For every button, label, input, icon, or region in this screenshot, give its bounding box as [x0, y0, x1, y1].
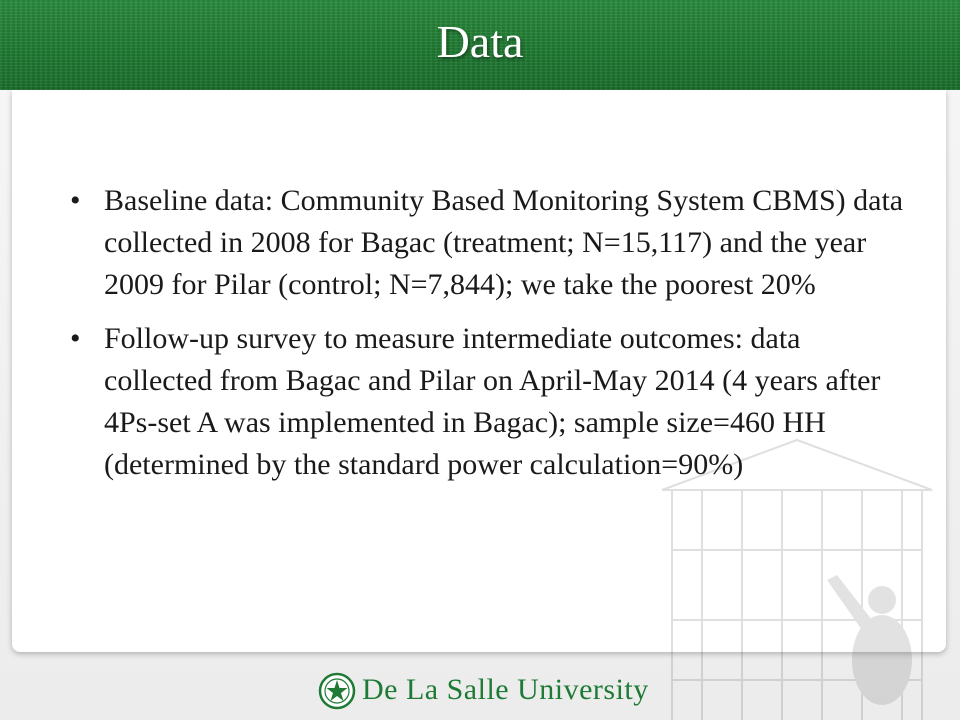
bullet-text: Follow-up survey to measure intermediate outcomes: data collected from Bagac and Pilar on April-May 2014 (4 years after 4Ps-set A was implemented in Bagac); sample size=460 HH (determined by the standard power calculation=90%): [104, 322, 881, 481]
bullet-list: [64, 180, 914, 498]
slide-title: Data: [436, 16, 524, 67]
list-item: [64, 180, 914, 306]
university-seal-icon: [318, 672, 356, 710]
bullet-marker: •: [70, 184, 81, 217]
list-item: [64, 318, 914, 486]
content-panel: [12, 90, 946, 652]
footer: [0, 652, 960, 720]
header-bar: [0, 0, 960, 90]
bullet-marker: •: [70, 322, 81, 355]
university-name: De La Salle University: [362, 673, 649, 706]
bullet-text: Baseline data: Community Based Monitoring System CBMS) data collected in 2008 for Bagac (treatment; N=15,117) and the year 2009 for Pilar (control; N=7,844); we take the poorest 20%: [104, 184, 904, 301]
